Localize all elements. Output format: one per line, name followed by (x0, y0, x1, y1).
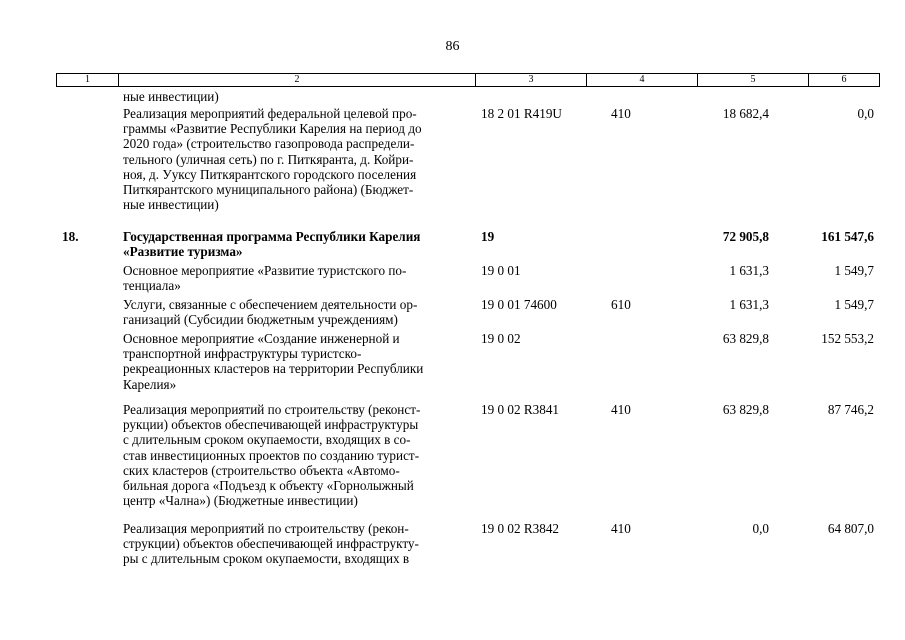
row-value-1: 1 631,3 (729, 263, 769, 278)
row-value-1: 18 682,4 (722, 106, 769, 121)
row-value-2: 1 549,7 (834, 263, 874, 278)
row-value-2: 87 746,2 (827, 402, 874, 417)
row-code: 19 0 01 (481, 263, 521, 278)
row-value-2: 152 553,2 (821, 331, 874, 346)
row-value-1: 0,0 (752, 521, 769, 536)
header-cell-5: 5 (698, 74, 809, 86)
row-name: Реализация мероприятий по строительству (реконст- рукции) объектов обеспечивающей инфраструктуры с длительным сроком окупаемости, входящих в со- став инвестиционных проектов по созданию турист- ских кластеров (строительство объекта «Автомо- бильная дорога «Подъезд к объекту «Горнолыжный центр «Чална») (Бюджетные инвестиции) (123, 402, 421, 509)
header-cell-3: 3 (476, 74, 587, 86)
row-code: 19 0 02 R3842 (481, 521, 560, 536)
row-type: 610 (611, 297, 631, 312)
row-type: 410 (611, 106, 631, 121)
row-value-2: 64 807,0 (827, 521, 874, 536)
row-value-1: 72 905,8 (722, 229, 769, 244)
row-code: 19 0 02 (481, 331, 521, 346)
row-type: 410 (611, 402, 631, 417)
header-cell-1: 1 (57, 74, 119, 86)
row-code: 18 2 01 R419U (481, 106, 562, 121)
row-name: Государственная программа Республики Карелия «Развитие туризма» (123, 229, 421, 260)
page-number: 86 (445, 39, 460, 54)
row-name: Основное мероприятие «Развитие туристского по- тенциала» (123, 263, 407, 294)
row-value-2: 1 549,7 (834, 297, 874, 312)
header-cell-4: 4 (587, 74, 698, 86)
row-value-2: 0,0 (857, 106, 874, 121)
row-name: Основное мероприятие «Создание инженерной и транспортной инфраструктуры туристско- рекреационных кластеров на территории Республики Карелия» (123, 331, 424, 392)
row-name: ные инвестиции) (123, 89, 219, 104)
row-code: 19 0 02 R3841 (481, 402, 560, 417)
table-header (56, 73, 880, 87)
row-name: Реализация мероприятий федеральной целевой про- граммы «Развитие Республики Карелия на период до 2020 года» (строительство газопровода распредели- тельного (уличная сеть) по г. Питкяранта, д. Койри- ноя, д. Ууксу Питкярантского городского поселения Питкярантского муниципального района) (Бюджет- ные инвестиции) (123, 106, 422, 213)
row-type: 410 (611, 521, 631, 536)
row-code: 19 (481, 229, 495, 244)
row-number: 18. (62, 229, 79, 244)
row-value-1: 63 829,8 (722, 331, 769, 346)
row-value-1: 63 829,8 (722, 402, 769, 417)
header-cell-6: 6 (841, 74, 847, 85)
row-value-2: 161 547,6 (821, 229, 874, 244)
row-name: Услуги, связанные с обеспечением деятельности ор- ганизаций (Субсидии бюджетным учреждениям) (123, 297, 418, 328)
row-value-1: 1 631,3 (729, 297, 769, 312)
row-name: Реализация мероприятий по строительству (рекон- струкции) объектов обеспечивающей инфраструкту- ры с длительным сроком окупаемости, входящих в (123, 521, 419, 567)
row-code: 19 0 01 74600 (481, 297, 557, 312)
header-cell-2: 2 (119, 74, 476, 86)
